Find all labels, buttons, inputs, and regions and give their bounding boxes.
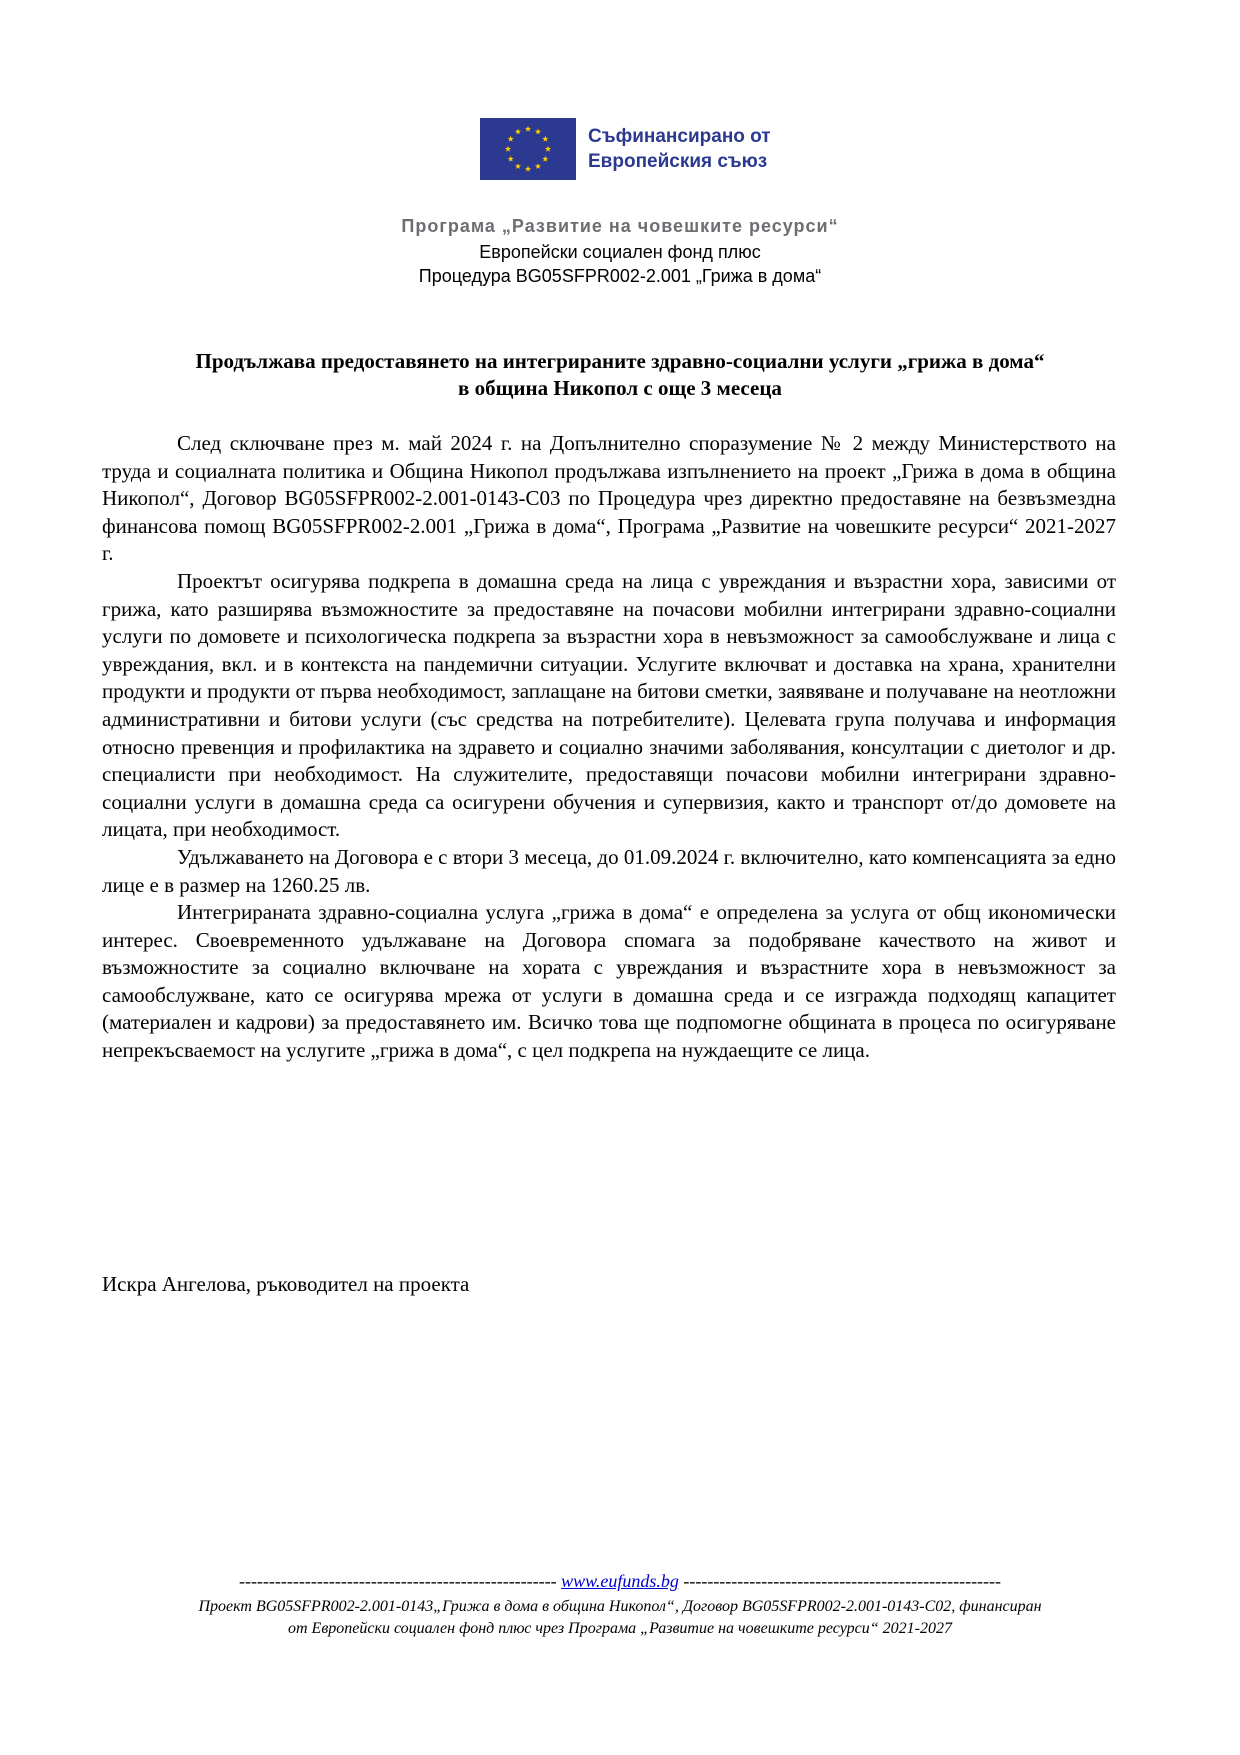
program-fund: Европейски социален фонд плюс [479, 242, 761, 262]
footer-text [0, 1596, 1240, 1640]
article-body [102, 430, 1116, 1065]
footer-dashes-right: ----------------------------------------------------- [683, 1571, 1002, 1591]
logo-text-line2: Европейския съюз [588, 151, 768, 172]
eu-star-icon [525, 166, 531, 172]
eufunds-link[interactable]: www.eufunds.bg [561, 1571, 679, 1591]
eu-star-icon [515, 163, 521, 169]
eu-star-icon [508, 136, 514, 142]
title-line1: Продължава предоставянето на интегрираните здравно-социални услуги „грижа в дома“ [195, 349, 1045, 373]
eu-star-icon [508, 156, 514, 162]
eu-cofunded-logo [480, 118, 771, 180]
logo-text-line1: Съфинансирано от [588, 126, 771, 147]
paragraph-3: Удължаването на Договора е с втори 3 месеца, до 01.09.2024 г. включително, като компенсацията за едно лице е в размер на 1260.25 лв. [102, 844, 1116, 897]
logo-text [588, 124, 771, 174]
eu-star-icon [515, 128, 521, 134]
footer-dashes-left: ----------------------------------------------------- [238, 1571, 557, 1591]
paragraph-1: След сключване през м. май 2024 г. на Допълнително споразумение № 2 между Министерството на труда и социалната политика и Община Никопол продължава изпълнението на проект „Грижа в дома в община Никопол“, Договор BG05SFPR002-2.001-0143-C03 по Процедура чрез директно предоставяне на безвъзмездна финансова помощ BG05SFPR002-2.001 „Грижа в дома“, Програма „Развитие на човешките ресурси“ 2021-2027 г. [102, 431, 1116, 566]
footer-link-line [0, 1571, 1240, 1592]
eu-star-icon [542, 156, 548, 162]
eu-star-icon [535, 128, 541, 134]
eu-star-icon [542, 136, 548, 142]
eu-flag-icon [480, 118, 576, 180]
program-name: Програма „Развитие на човешките ресурси“ [401, 216, 839, 236]
paragraph-2: Проектът осигурява подкрепа в домашна среда на лица с увреждания и възрастни хора, зависими от грижа, като разширява възможностите за предоставяне на почасови мобилни интегрирани здравно-социални услуги по домовете и психологическа подкрепа за възрастни хора в невъзможност за самообслужване и лица с увреждания, вкл. и в контекста на пандемични ситуации. Услугите включват и доставка на храна, хранителни продукти и продукти от първа необходимост, заплащане на битови сметки, заявяване и получаване на неотложни административни и битови услуги (със средства на потребителите). Целевата група получава и информация относно превенция и профилактика на здравето и социално значими заболявания, консултации с диетолог и др. специалисти при необходимост. На служителите, предоставящи почасови мобилни интегрирани здравно-социални услуги в домашна среда са осигурени обучения и супервизия, както и транспорт от/до домовете на лицата, при необходимост. [102, 568, 1116, 842]
title-line2: в община Никопол с още 3 месеца [458, 376, 782, 400]
signature: Искра Ангелова, ръководител на проекта [102, 1272, 470, 1296]
footer-line1: Проект BG05SFPR002-2.001-0143„Грижа в дома в община Никопол“, Договор BG05SFPR002-2.001-0143-C02, финансиран [198, 1598, 1042, 1615]
footer-line2: от Европейски социален фонд плюс чрез Програма „Развитие на човешките ресурси“ 2021-2027 [287, 1620, 953, 1637]
paragraph-4: Интегрираната здравно-социална услуга „грижа в дома“ е определена за услуга от общ икономически интерес. Своевременното удължаване на Договора спомага за подобряване качеството на живот и възможностите за социално включване на хората с увреждания и възрастните хора в невъзможност за самообслужване, като се осигурява мрежа от услуги в домашна среда и се изгражда подходящ капацитет (материален и кадрови) за предоставянето им. Всичко това ще подпомогне общината в процеса по осигуряване непрекъсваемост на услугите „грижа в дома“, с цел подкрепа на нуждаещите се лица. [102, 900, 1116, 1063]
eu-star-icon [535, 163, 541, 169]
eu-flag-stars [480, 118, 576, 180]
eu-star-icon [545, 146, 551, 152]
eu-star-icon [525, 126, 531, 132]
page-title [100, 348, 1140, 402]
program-procedure: Процедура BG05SFPR002-2.001 „Грижа в дома“ [418, 266, 822, 286]
eu-star-icon [505, 146, 511, 152]
